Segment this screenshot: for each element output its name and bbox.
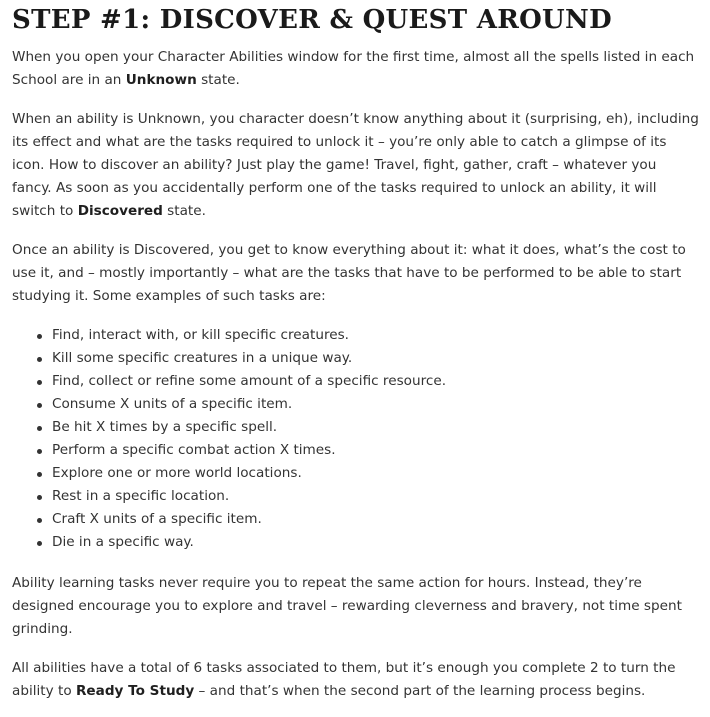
unknown-paragraph bbox=[12, 108, 700, 223]
intro-paragraph bbox=[12, 46, 700, 92]
list-item: Explore one or more world locations. bbox=[52, 462, 700, 485]
list-item: Kill some specific creatures in a unique way. bbox=[52, 347, 700, 370]
unknown-state-term: Unknown bbox=[125, 72, 197, 88]
discovered-paragraph: Once an ability is Discovered, you get to know everything about it: what it does, what’s the cost to use it, and – mostly importantly – what are the tasks that have to be performed to be able to start studying it. Some examples of such tasks are: bbox=[12, 242, 686, 304]
ready-text: All abilities have a total of 6 tasks associated to them, but it’s enough you complete 2 to turn the ability to bbox=[12, 660, 676, 699]
ready-to-study-paragraph bbox=[12, 657, 700, 703]
list-item: Consume X units of a specific item. bbox=[52, 393, 700, 416]
list-item: Rest in a specific location. bbox=[52, 485, 700, 508]
list-item: Die in a specific way. bbox=[52, 531, 700, 554]
discovered-state-term: Discovered bbox=[77, 203, 163, 219]
list-item: Find, interact with, or kill specific creatures. bbox=[52, 324, 700, 347]
ready-text-end: – and that’s when the second part of the learning process begins. bbox=[194, 683, 646, 699]
section-heading: STEP #1: DISCOVER & QUEST AROUND bbox=[12, 5, 612, 35]
intro-text: When you open your Character Abilities window for the first time, almost all the spells listed in each School are in an bbox=[12, 49, 695, 88]
unknown-text: When an ability is Unknown, you character doesn’t know anything about it (surprising, eh), including its effect and what are the tasks required to unlock it – you’re only able to catch a glimpse of its icon. How to discover an ability? Just play the game! Travel, fight, gather, craft – whatever you fancy. As soon as you accidentally perform one of the tasks required to unlock an ability, it will switch to bbox=[12, 111, 699, 219]
intro-text-end: state. bbox=[196, 72, 240, 88]
list-item: Find, collect or refine some amount of a specific resource. bbox=[52, 370, 700, 393]
unknown-text-end: state. bbox=[162, 203, 206, 219]
task-examples-list bbox=[12, 324, 700, 554]
list-item: Craft X units of a specific item. bbox=[52, 508, 700, 531]
ready-to-study-term: Ready To Study bbox=[75, 683, 195, 699]
list-item: Be hit X times by a specific spell. bbox=[52, 416, 700, 439]
learning-tasks-paragraph: Ability learning tasks never require you to repeat the same action for hours. Instead, they’re designed encourage you to explore and travel – rewarding cleverness and bravery, not time spent grinding. bbox=[12, 575, 682, 637]
list-item: Perform a specific combat action X times. bbox=[52, 439, 700, 462]
article-content bbox=[12, 0, 700, 703]
